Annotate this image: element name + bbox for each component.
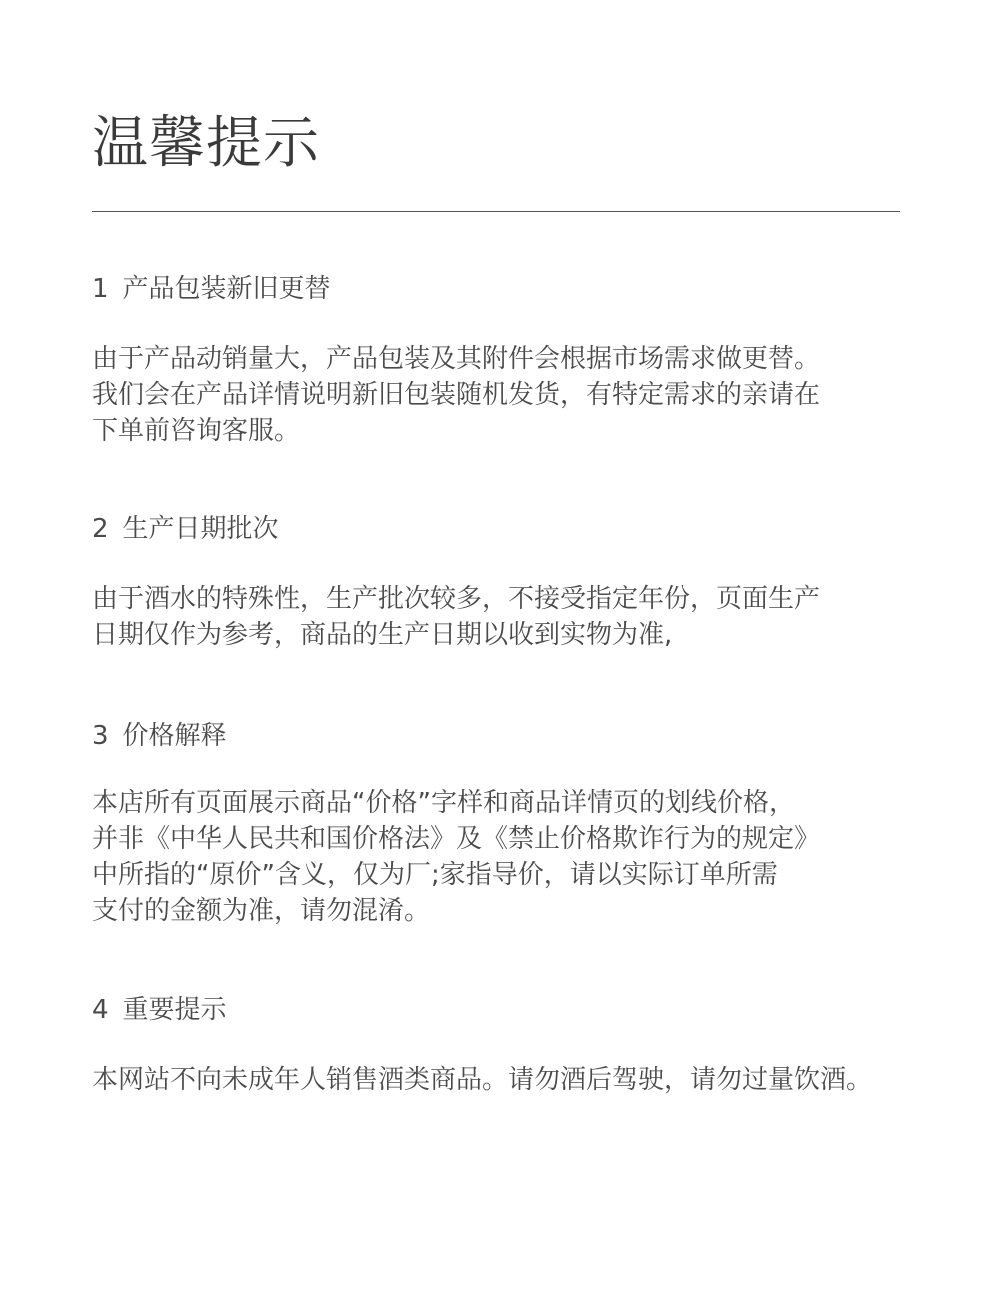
body-line: 我们会在产品详情说明新旧包装随机发货，有特定需求的亲请在 [92,380,821,410]
section-number: 1 [92,274,109,304]
section-body-important [92,1062,872,1098]
body-line: 由于酒水的特殊性，生产批次较多，不接受指定年份，页面生产 [92,584,821,614]
section-heading-text: 重要提示 [122,995,227,1025]
section-heading-important [92,993,227,1027]
page-title: 温馨提示 [92,111,320,176]
section-body-production-date [92,581,820,653]
section-number: 3 [92,721,109,751]
section-body-packaging [92,341,820,449]
section-number: 2 [92,514,109,544]
section-heading-text: 生产日期批次 [122,514,279,544]
body-line: 中所指的“原价”含义，仅为厂;家指导价，请以实际订单所需 [92,860,778,890]
body-line: 下单前咨询客服。 [92,416,301,446]
section-heading-price [92,719,227,753]
body-line: 本店所有页面展示商品“价格”字样和商品详情页的划线价格， [92,788,795,818]
body-line: 由于产品动销量大，产品包装及其附件会根据市场需求做更替。 [92,344,821,374]
section-body-price [92,785,820,929]
body-line: 并非《中华人民共和国价格法》及《禁止价格欺诈行为的规定》 [92,824,821,854]
section-heading-packaging [92,272,331,306]
section-heading-production-date [92,512,279,546]
title-divider [92,211,900,212]
section-heading-text: 价格解释 [122,721,227,751]
section-number: 4 [92,995,109,1025]
section-heading-text: 产品包装新旧更替 [122,274,331,304]
body-line: 本网站不向未成年人销售酒类商品。请勿酒后驾驶，请勿过量饮酒。 [92,1065,873,1095]
body-line: 日期仅作为参考，商品的生产日期以收到实物为准, [92,620,673,650]
body-line: 支付的金额为准，请勿混淆。 [92,896,431,926]
